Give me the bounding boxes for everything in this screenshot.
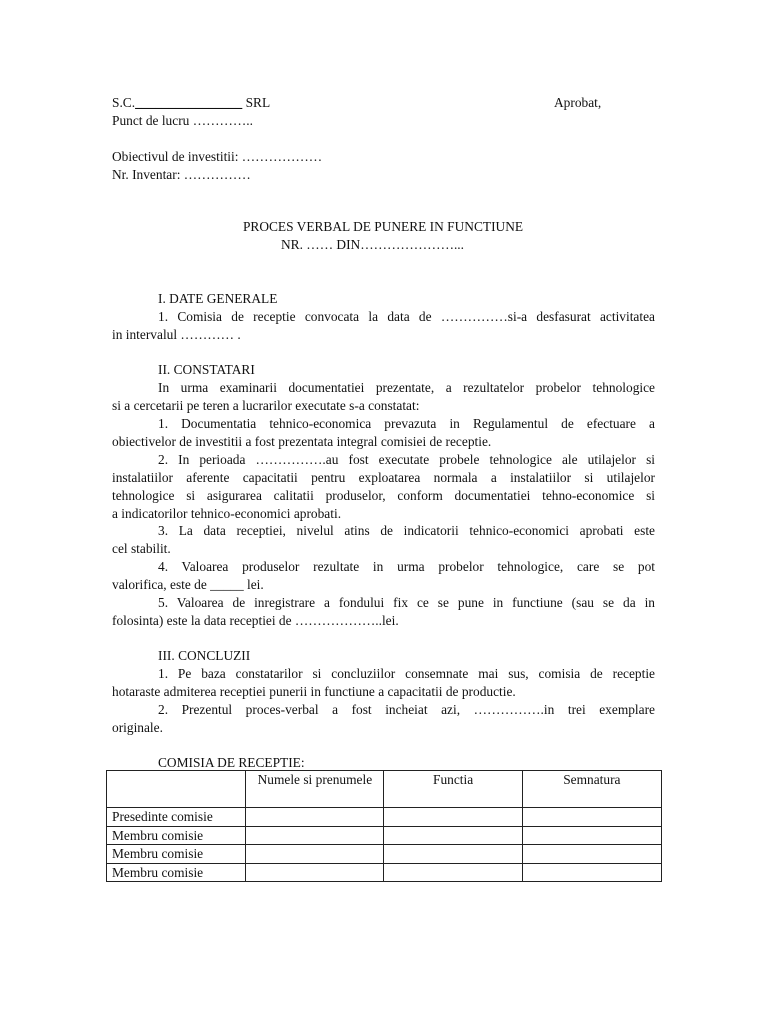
conclusion-2-line: 2. Prezentul proces-verbal a fost incheiat azi, …………….in trei exemplare	[158, 702, 655, 717]
signature-cell[interactable]	[522, 845, 661, 864]
section-1-line: 1. Comisia de receptie convocata la data de ……………si-a desfasurat activitatea	[158, 309, 655, 324]
commission-heading: COMISIA DE RECEPTIE:	[158, 755, 305, 770]
company-line	[112, 94, 270, 112]
name-cell[interactable]	[246, 845, 384, 864]
name-cell[interactable]	[246, 808, 384, 827]
company-name-blank: ________________	[135, 95, 243, 110]
finding-2-line: a indicatorilor tehnico-economici aprobati.	[112, 506, 342, 521]
table-header-row	[107, 771, 662, 808]
column-header-signature: Semnatura	[522, 771, 661, 808]
currency-label: lei.	[247, 577, 264, 592]
document-number: NR. …… DIN…………………...	[281, 237, 465, 252]
section-2-heading: II. CONSTATARI	[158, 362, 255, 377]
function-cell[interactable]	[384, 808, 522, 827]
section-2-intro-line: In urma examinarii documentatiei prezentate, a rezultatelor probelor tehnologice	[158, 380, 655, 395]
finding-3-line: cel stabilit.	[112, 541, 171, 556]
company-prefix: S.C.	[112, 95, 136, 110]
function-cell[interactable]	[384, 863, 522, 882]
function-cell[interactable]	[384, 845, 522, 864]
role-cell: Membru comisie	[107, 863, 246, 882]
company-suffix: SRL	[245, 95, 271, 110]
approved-label: Aprobat,	[554, 95, 602, 110]
document-title: PROCES VERBAL DE PUNERE IN FUNCTIUNE	[242, 219, 524, 234]
finding-1-line: obiectivelor de investitii a fost prezentata integral comisiei de receptie.	[112, 434, 492, 449]
finding-5-line: folosinta) este la data receptiei de ………………..lei.	[112, 613, 399, 628]
role-cell: Presedinte comisie	[107, 808, 246, 827]
conclusion-2-line: originale.	[112, 720, 163, 735]
section-1-heading: I. DATE GENERALE	[158, 291, 278, 306]
function-cell[interactable]	[384, 826, 522, 845]
finding-2-line: tehnologice si asigurarea calitatii produselor, conform documentatiei tehno-economice si	[112, 488, 655, 503]
signature-cell[interactable]	[522, 826, 661, 845]
section-1-line: in intervalul ………… .	[112, 327, 241, 342]
workplace-line: Punct de lucru …………..	[112, 113, 253, 128]
signature-cell[interactable]	[522, 863, 661, 882]
objective-line: Obiectivul de investitii: ………………	[112, 149, 323, 164]
finding-4-line	[112, 576, 264, 594]
table-row	[107, 826, 662, 845]
column-header-function: Functia	[384, 771, 522, 808]
finding-5-line: 5. Valoarea de inregistrare a fondului fix ce se pune in functiune (sau se da in	[158, 595, 655, 610]
inventory-line: Nr. Inventar: ……………	[112, 167, 251, 182]
section-3-heading: III. CONCLUZII	[158, 648, 251, 663]
table-row	[107, 863, 662, 882]
section-2-intro-line: si a cercetarii pe teren a lucrarilor executate s-a constatat:	[112, 398, 420, 413]
table-row	[107, 808, 662, 827]
column-header-name: Numele si prenumele	[246, 771, 384, 808]
role-cell: Membru comisie	[107, 826, 246, 845]
table-row	[107, 845, 662, 864]
name-cell[interactable]	[246, 863, 384, 882]
finding-4-line: 4. Valoarea produselor rezultate in urma probelor tehnologice, care se pot	[158, 559, 655, 574]
signature-cell[interactable]	[522, 808, 661, 827]
commission-table	[106, 770, 662, 882]
name-cell[interactable]	[246, 826, 384, 845]
finding-4-text: valorifica, este de	[112, 577, 207, 592]
conclusion-1-line: hotaraste admiterea receptiei punerii in functiune a capacitatii de productie.	[112, 684, 516, 699]
finding-3-line: 3. La data receptiei, nivelul atins de indicatorii tehnico-economici aprobati este	[158, 523, 655, 538]
finding-2-line: 2. In perioada …………….au fost executate probele tehnologice ale utilajelor si	[158, 452, 655, 467]
value-blank: _____	[210, 577, 244, 592]
conclusion-1-line: 1. Pe baza constatarilor si concluziilor consemnate mai sus, comisia de receptie	[158, 666, 655, 681]
finding-1-line: 1. Documentatia tehnico-economica prevazuta in Regulamentul de efectuare a	[158, 416, 655, 431]
column-header-role	[107, 771, 246, 808]
finding-2-line: instalatiilor aferente capacitatii pentru exploatarea normala a instalatiilor si utilajelor	[112, 470, 655, 485]
role-cell: Membru comisie	[107, 845, 246, 864]
